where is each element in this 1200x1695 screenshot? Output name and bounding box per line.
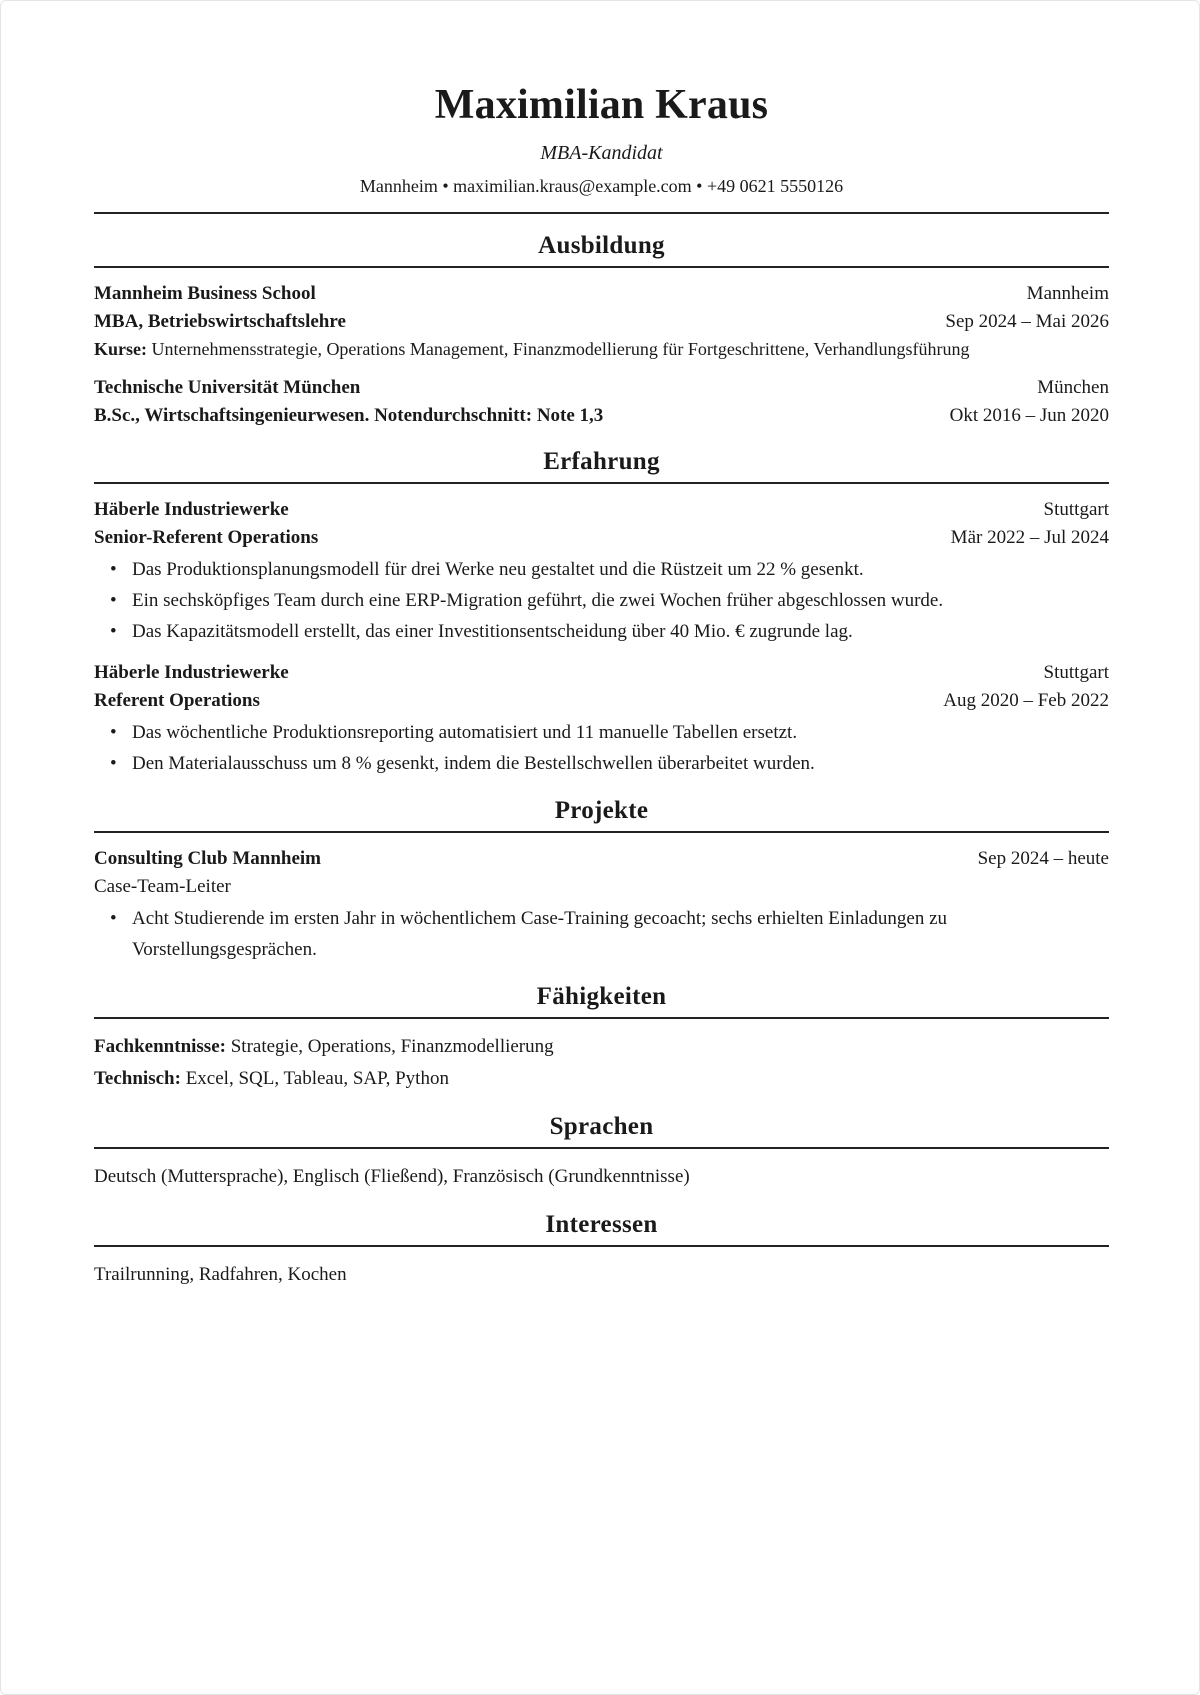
job-dates: Mär 2022 – Jul 2024 [950, 527, 1109, 548]
section-divider [94, 482, 1109, 484]
section-divider [94, 1245, 1109, 1247]
skill-line [94, 1031, 1109, 1063]
contact-line: Mannheim • maximilian.kraus@example.com • +49 0621 5550126 [359, 176, 844, 196]
project-name: Consulting Club Mannheim [94, 848, 322, 869]
section-divider [94, 1147, 1109, 1149]
school-name: Mannheim Business School [94, 283, 316, 304]
bullet-text: Das Produktionsplanungsmodell für drei Werke neu gestaltet und die Rüstzeit um 22 % gesenkt. [132, 559, 864, 580]
education-dates: Sep 2024 – Mai 2026 [945, 311, 1109, 332]
project-entry [94, 845, 1109, 965]
candidate-subtitle: MBA-Kandidat [540, 142, 663, 164]
bullet-item: • Acht Studierende im ersten Jahr in wöchentlichem Case-Training gecoacht; sechs erhielten Einladungen zu Vorstellungsgesprächen. [110, 908, 947, 960]
job-role: Senior-Referent Operations [94, 527, 319, 548]
courses-label: Kurse: [94, 339, 147, 359]
education-entry [94, 280, 1109, 362]
skill-value: Excel, SQL, Tableau, SAP, Python [185, 1068, 449, 1089]
section-title-languages: Sprachen [549, 1113, 654, 1140]
section-title-projects: Projekte [554, 797, 649, 824]
bullet-item: • Das Kapazitätsmodell erstellt, das einer Investitionsentscheidung über 40 Mio. € zugrunde lag. [110, 621, 853, 642]
bullet-item: • Ein sechsköpfiges Team durch eine ERP-Migration geführt, die zwei Wochen früher abgeschlossen wurde. [110, 590, 944, 611]
header-divider [94, 212, 1109, 214]
interests-text: Trailrunning, Radfahren, Kochen [94, 1264, 347, 1285]
skills-list [94, 1031, 1109, 1095]
section-divider [94, 266, 1109, 268]
education-entry [94, 374, 1109, 430]
job-dates: Aug 2020 – Feb 2022 [943, 690, 1109, 711]
candidate-name: Maximilian Kraus [434, 82, 769, 128]
project-role: Case-Team-Leiter [94, 876, 231, 897]
degree: MBA, Betriebswirtschaftslehre [94, 311, 346, 332]
bullet-item: • Das Produktionsplanungsmodell für drei Werke neu gestaltet und die Rüstzeit um 22 % gesenkt. [110, 559, 864, 580]
section-title-interests: Interessen [545, 1211, 658, 1238]
section-title-education: Ausbildung [538, 232, 665, 259]
bullet-item: • Das wöchentliche Produktionsreporting automatisiert und 11 manuelle Tabellen ersetzt. [110, 722, 798, 743]
company-name: Häberle Industriewerke [94, 499, 289, 520]
section-divider [94, 1017, 1109, 1019]
school-location: Mannheim [1026, 283, 1109, 304]
skill-line [94, 1063, 1109, 1095]
bullet-text: Das wöchentliche Produktionsreporting automatisiert und 11 manuelle Tabellen ersetzt. [132, 722, 798, 743]
section-divider [94, 831, 1109, 833]
bullet-text: Ein sechsköpfiges Team durch eine ERP-Migration geführt, die zwei Wochen früher abgeschlossen wurde. [132, 590, 944, 611]
experience-entry [94, 659, 1109, 779]
skill-value: Strategie, Operations, Finanzmodellierung [230, 1036, 554, 1057]
company-name: Häberle Industriewerke [94, 662, 289, 683]
bullet-text: Den Materialausschuss um 8 % gesenkt, indem die Bestellschwellen überarbeitet wurden. [132, 753, 815, 774]
company-location: Stuttgart [1043, 499, 1109, 520]
languages-text: Deutsch (Muttersprache), Englisch (Fließend), Französisch (Grundkenntnisse) [94, 1166, 690, 1187]
section-title-skills: Fähigkeiten [536, 983, 667, 1010]
company-location: Stuttgart [1043, 662, 1109, 683]
degree: B.Sc., Wirtschaftsingenieurwesen. Notendurchschnitt: Note 1,3 [94, 405, 604, 426]
resume-content [94, 71, 1109, 1291]
courses-list: Unternehmensstrategie, Operations Management, Finanzmodellierung für Fortgeschrittene, Verhandlungsführung [151, 339, 970, 359]
school-location: München [1037, 377, 1109, 398]
education-dates: Okt 2016 – Jun 2020 [949, 405, 1109, 426]
skill-label: Fachkenntnisse: [94, 1036, 226, 1057]
bullet-item: • Den Materialausschuss um 8 % gesenkt, indem die Bestellschwellen überarbeitet wurden. [110, 753, 815, 774]
section-title-experience: Erfahrung [543, 448, 660, 475]
school-name: Technische Universität München [94, 377, 361, 398]
job-role: Referent Operations [94, 690, 260, 711]
skill-label: Technisch: [94, 1068, 181, 1089]
experience-entry [94, 496, 1109, 647]
bullet-text: Das Kapazitätsmodell erstellt, das einer Investitionsentscheidung über 40 Mio. € zugrunde lag. [132, 621, 853, 642]
project-dates: Sep 2024 – heute [977, 848, 1109, 869]
bullet-text: Acht Studierende im ersten Jahr in wöchentlichem Case-Training gecoacht; sechs erhielten Einladungen zu Vorstellungsgesprächen. [132, 908, 947, 960]
